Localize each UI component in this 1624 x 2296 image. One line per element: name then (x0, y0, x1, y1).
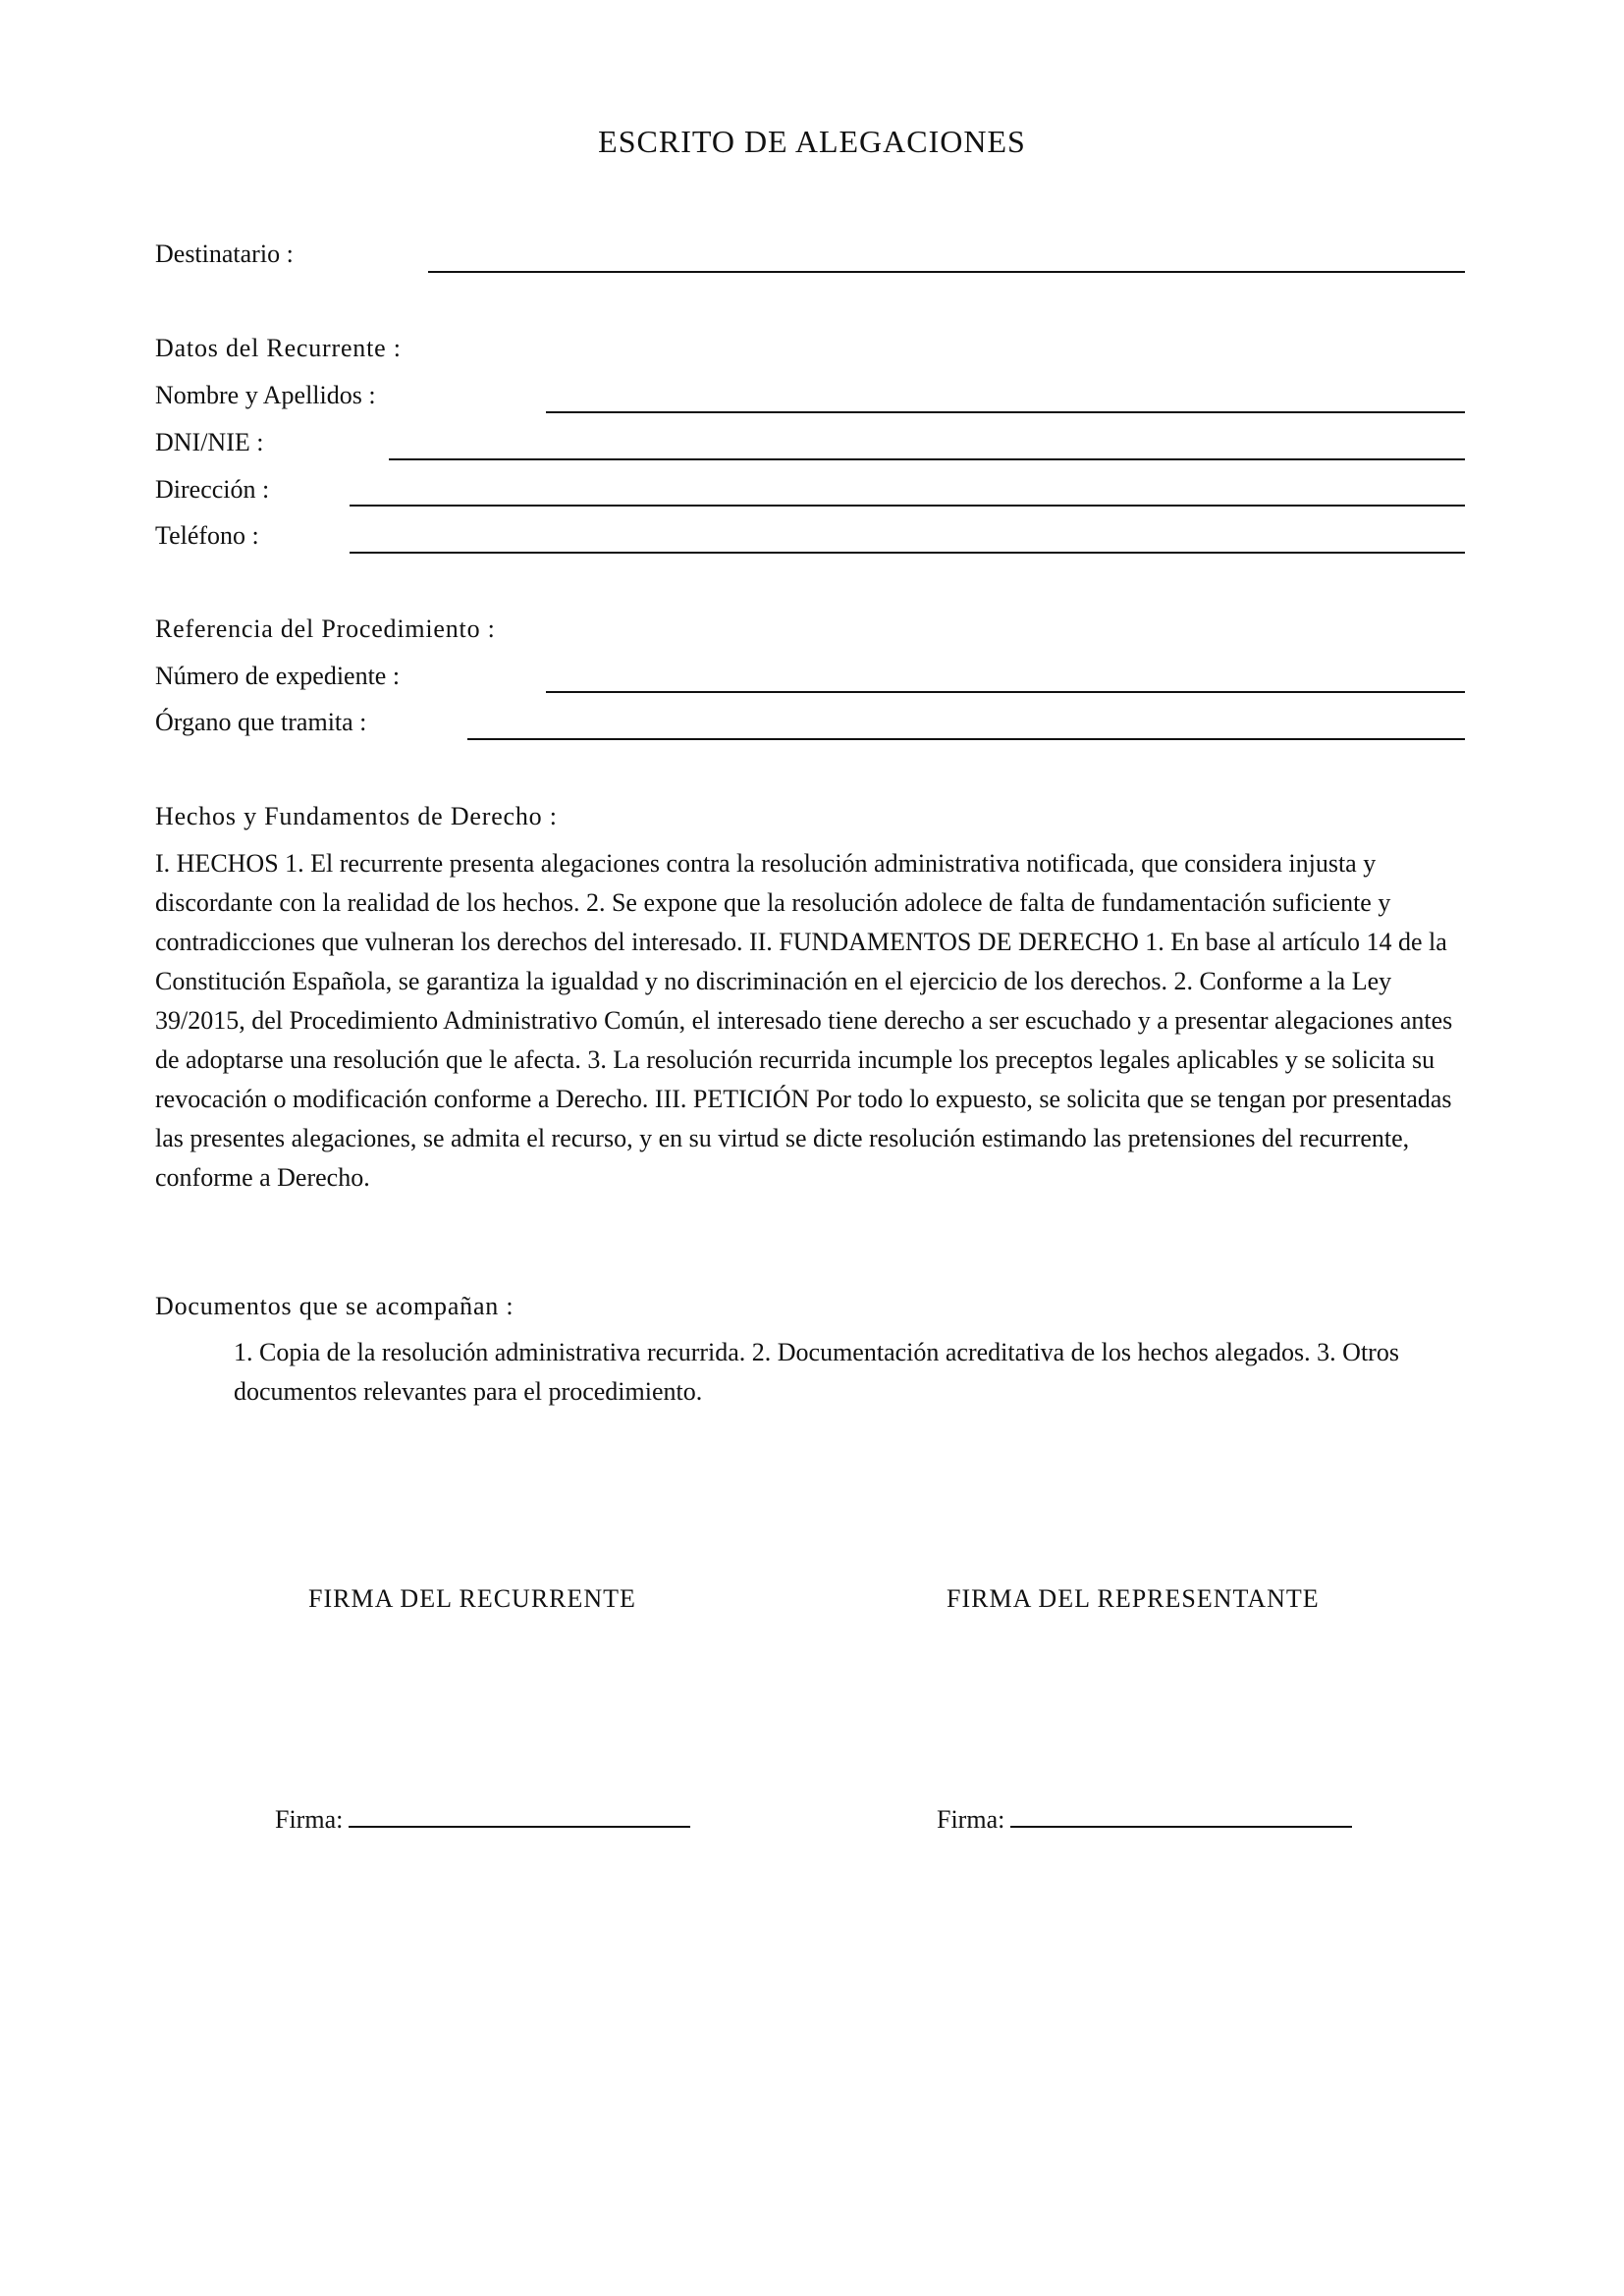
dni-label: DNI/NIE : (155, 428, 264, 456)
procedimiento-heading: Referencia del Procedimiento : (155, 614, 496, 643)
firma-representante-line (937, 1804, 1352, 1835)
telefono-label: Teléfono : (155, 521, 259, 550)
telefono-field[interactable] (350, 552, 1465, 554)
organo-field[interactable] (467, 738, 1465, 740)
hechos-body: I. HECHOS 1. El recurrente presenta alegaciones contra la resolución administrativa notificada, que considera injusta y discordante con la realidad de los hechos. 2. Se expone que la resolución adolece de falta de fundamentación suficiente y contradicciones que vulneran los derechos del interesado. II. FUNDAMENTOS DE DERECHO 1. En base al artículo 14 de la Constitución Española, se garantiza la igualdad y no discriminación en el ejercicio de los derechos. 2. Conforme a la Ley 39/2015, del Procedimiento Administrativo Común, el interesado tiene derecho a ser escuchado y a presentar alegaciones antes de adoptarse una resolución que le afecta. 3. La resolución recurrida incumple los preceptos legales aplicables y se solicita su revocación o modificación conforme a Derecho. III. PETICIÓN Por todo lo expuesto, se solicita que se tengan por presentadas las presentes alegaciones, se admita el recurso, y en su virtud se dicte resolución estimando las pretensiones del recurrente, conforme a Derecho. (155, 849, 1453, 1192)
direccion-label: Dirección : (155, 475, 270, 504)
firma-recurrente-label: Firma: (275, 1805, 344, 1834)
document-title: ESCRITO DE ALEGACIONES (598, 124, 1026, 159)
firma-recurrente-line (275, 1804, 690, 1835)
destinatario-field[interactable] (428, 271, 1465, 273)
documentos-heading: Documentos que se acompañan : (155, 1292, 514, 1320)
dni-field[interactable] (389, 458, 1465, 460)
expediente-field[interactable] (546, 691, 1465, 693)
documentos-body: 1. Copia de la resolución administrativa recurrida. 2. Documentación acreditativa de los hechos alegados. 3. Otros documentos relevantes para el procedimiento. (234, 1338, 1399, 1406)
expediente-label: Número de expediente : (155, 662, 401, 690)
firma-recurrente-field[interactable] (349, 1804, 690, 1828)
nombre-field[interactable] (546, 411, 1465, 413)
firma-representante-label: Firma: (937, 1805, 1005, 1834)
recurrente-heading: Datos del Recurrente : (155, 334, 402, 362)
direccion-field[interactable] (350, 505, 1465, 507)
hechos-heading: Hechos y Fundamentos de Derecho : (155, 802, 558, 830)
firma-representante-field[interactable] (1010, 1804, 1352, 1828)
organo-label: Órgano que tramita : (155, 708, 367, 736)
destinatario-label: Destinatario : (155, 240, 294, 268)
firma-representante-title: FIRMA DEL REPRESENTANTE (947, 1584, 1320, 1613)
firma-recurrente-title: FIRMA DEL RECURRENTE (308, 1584, 636, 1613)
nombre-label: Nombre y Apellidos : (155, 381, 376, 409)
